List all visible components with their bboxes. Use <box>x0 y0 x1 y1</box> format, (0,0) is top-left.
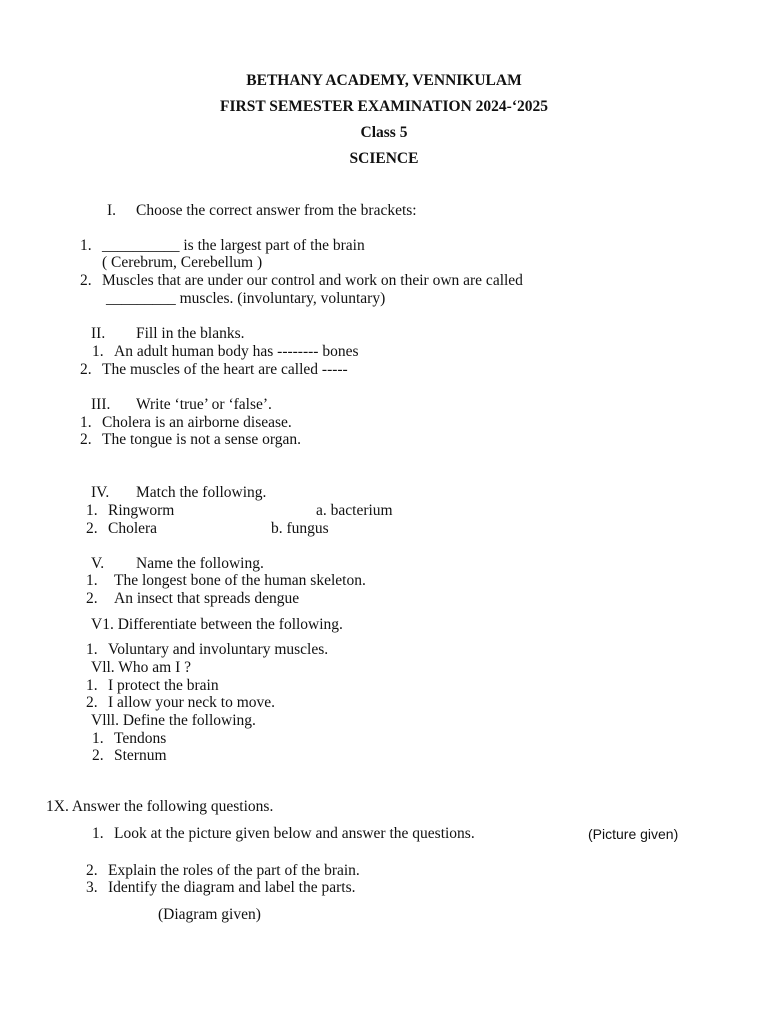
section-2-title: Fill in the blanks. <box>136 325 245 342</box>
s9-q1-number: 1. <box>92 825 104 842</box>
section-9-title: 1X. Answer the following questions. <box>46 798 274 815</box>
exam-title: FIRST SEMESTER EXAMINATION 2024-‘2025 <box>220 98 548 115</box>
s8-q2-number: 2. <box>92 747 104 764</box>
s2-q2-number: 2. <box>80 361 92 378</box>
s8-q1-text: Tendons <box>114 730 167 747</box>
s4-r2-number: 2. <box>86 520 98 537</box>
section-1-number: I. <box>107 202 117 219</box>
s3-q1-text: Cholera is an airborne disease. <box>102 414 292 431</box>
s4-r2-left: Cholera <box>108 520 158 537</box>
s5-q1-number: 1. <box>86 572 98 589</box>
s4-r1-number: 1. <box>86 502 98 519</box>
class-label: Class 5 <box>360 124 408 141</box>
s9-q1-picture-note: (Picture given) <box>588 826 679 842</box>
section-5-title: Name the following. <box>136 555 264 572</box>
s9-q3-text: Identify the diagram and label the parts. <box>108 879 356 896</box>
section-4-number: IV. <box>91 484 110 501</box>
s3-q1-number: 1. <box>80 414 92 431</box>
section-2-number: II. <box>91 325 106 342</box>
s6-q1-number: 1. <box>86 641 98 658</box>
s2-q2-text: The muscles of the heart are called ----- <box>102 361 348 378</box>
s2-q1-number: 1. <box>92 343 104 360</box>
s7-q2-text: I allow your neck to move. <box>108 694 276 711</box>
s1-q1-options: ( Cerebrum, Cerebellum ) <box>102 254 263 271</box>
s3-q2-text: The tongue is not a sense organ. <box>102 431 302 448</box>
s8-q1-number: 1. <box>92 730 104 747</box>
s9-q3-diagram-note: (Diagram given) <box>158 906 261 923</box>
s1-q1-text: __________ is the largest part of the brain <box>102 237 365 254</box>
section-6-title: V1. Differentiate between the following. <box>91 616 343 633</box>
school-name: BETHANY ACADEMY, VENNIKULAM <box>246 72 522 89</box>
s6-q1-text: Voluntary and involuntary muscles. <box>108 641 329 658</box>
s3-q2-number: 2. <box>80 431 92 448</box>
s2-q1-text: An adult human body has -------- bones <box>114 343 359 360</box>
s4-r1-left: Ringworm <box>108 502 175 519</box>
s1-q2-number: 2. <box>80 272 92 289</box>
section-8-title: Vlll. Define the following. <box>91 712 256 729</box>
s9-q2-number: 2. <box>86 862 98 879</box>
s1-q2-continuation: _________ muscles. (involuntary, voluntary) <box>106 290 386 307</box>
s5-q1-text: The longest bone of the human skeleton. <box>114 572 366 589</box>
section-3-title: Write ‘true’ or ‘false’. <box>136 396 272 413</box>
s7-q1-text: I protect the brain <box>108 677 219 694</box>
s8-q2-text: Sternum <box>114 747 167 764</box>
s4-r1-right: a. bacterium <box>316 502 393 519</box>
s1-q2-text: Muscles that are under our control and work on their own are called <box>102 272 523 289</box>
section-3-number: III. <box>91 396 111 413</box>
section-5-number: V. <box>91 555 105 572</box>
s7-q2-number: 2. <box>86 694 98 711</box>
s7-q1-number: 1. <box>86 677 98 694</box>
s5-q2-number: 2. <box>86 590 98 607</box>
section-4-title: Match the following. <box>136 484 267 501</box>
subject-label: SCIENCE <box>349 150 419 167</box>
s4-r2-right: b. fungus <box>271 520 329 537</box>
section-1-title: Choose the correct answer from the brackets: <box>136 202 417 219</box>
section-7-title: Vll. Who am I ? <box>91 659 192 676</box>
s9-q3-number: 3. <box>86 879 98 896</box>
s9-q1-text: Look at the picture given below and answer the questions. <box>114 825 475 842</box>
s9-q2-text: Explain the roles of the part of the brain. <box>108 862 360 879</box>
s1-q1-number: 1. <box>80 237 92 254</box>
s5-q2-text: An insect that spreads dengue <box>114 590 300 607</box>
